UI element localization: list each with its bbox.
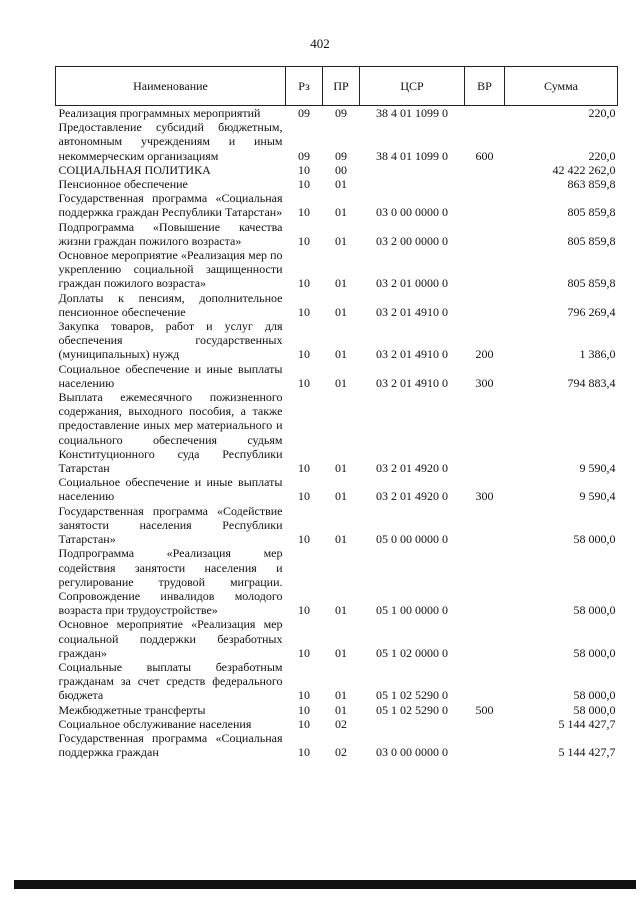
row-vr: 600 <box>475 148 494 163</box>
header-name: Наименование <box>56 67 286 106</box>
row-csr: 03 0 00 0000 0 <box>376 745 448 760</box>
row-csr: 03 2 01 4920 0 <box>376 489 448 504</box>
row-name: Основное мероприятие «Реализация мер по укреплению социальной защищенности граждан пожилого возраста» <box>58 248 283 291</box>
row-pr: 09 <box>335 106 347 120</box>
row-sum: 5 144 427,7 <box>558 745 616 760</box>
row-vr <box>465 106 505 121</box>
row-csr: 05 1 02 0000 0 <box>376 645 448 660</box>
row-sum: 9 590,4 <box>579 489 616 504</box>
row-csr: 03 2 00 0000 0 <box>376 233 448 248</box>
row-rz: 09 <box>298 106 310 120</box>
scan-edge-bar <box>14 880 636 889</box>
row-csr: 38 4 01 1099 0 <box>376 148 448 163</box>
row-pr: 01 <box>335 461 347 476</box>
row-rz: 10 <box>298 304 310 319</box>
row-sum: 58 000,0 <box>573 688 616 703</box>
row-vr <box>465 731 505 759</box>
row-name: СОЦИАЛЬНАЯ ПОЛИТИКА <box>58 162 211 177</box>
header-vr: ВР <box>465 67 505 106</box>
row-name: Социальное обслуживание населения <box>58 716 252 731</box>
table-header-row <box>56 67 618 106</box>
row-name: Подпрограмма «Реализация мер содействия занятости населения и регулирование трудовой миграции. Сопровождение инвалидов молодого возраста при трудоустройстве» <box>58 546 283 618</box>
row-pr: 01 <box>335 347 347 362</box>
row-rz: 10 <box>298 702 310 717</box>
table-row <box>56 220 618 248</box>
row-csr: 03 2 01 4910 0 <box>376 304 448 319</box>
row-csr: 05 1 00 0000 0 <box>376 603 448 618</box>
row-name: Социальное обеспечение и иные выплаты населению <box>58 475 283 504</box>
row-csr: 03 0 00 0000 0 <box>376 205 448 220</box>
row-csr <box>360 717 465 731</box>
row-rz: 10 <box>298 375 310 390</box>
table-row <box>56 319 618 362</box>
row-rz: 10 <box>298 276 310 291</box>
budget-table <box>55 66 618 759</box>
row-name: Государственная программа «Содействие занятости населения Республики Татарстан» <box>58 503 283 547</box>
row-rz: 10 <box>298 532 310 547</box>
table-row <box>56 106 618 121</box>
row-name: Подпрограмма «Повышение качества жизни граждан пожилого возраста» <box>58 219 283 248</box>
table-row <box>56 191 618 219</box>
row-csr <box>360 163 465 177</box>
row-csr: 38 4 01 1099 0 <box>376 106 448 120</box>
table-row <box>56 703 618 717</box>
table-row <box>56 617 618 660</box>
row-pr: 02 <box>335 745 347 760</box>
row-sum: 863 859,8 <box>567 177 616 192</box>
row-csr: 05 1 02 5290 0 <box>376 688 448 703</box>
row-rz: 10 <box>298 489 310 504</box>
table-row <box>56 248 618 291</box>
row-name: Межбюджетные трансферты <box>58 702 206 717</box>
page-number: 402 <box>310 36 330 51</box>
row-pr: 01 <box>335 177 347 192</box>
table-row <box>56 546 618 617</box>
row-rz: 10 <box>298 716 310 731</box>
header-rz: Рз <box>286 67 323 106</box>
row-sum: 58 000,0 <box>573 532 616 547</box>
table-row <box>56 390 618 475</box>
row-pr: 01 <box>335 489 347 504</box>
row-rz: 10 <box>298 603 310 618</box>
row-rz: 10 <box>298 745 310 760</box>
row-csr: 03 2 01 0000 0 <box>376 276 448 291</box>
row-vr: 500 <box>475 702 494 717</box>
table-row <box>56 504 618 547</box>
row-pr: 01 <box>335 702 347 717</box>
row-vr <box>465 546 505 617</box>
table-row <box>56 163 618 177</box>
row-name: Государственная программа «Социальная поддержка граждан <box>58 730 283 760</box>
table-row <box>56 475 618 503</box>
row-sum: 58 000,0 <box>573 645 616 660</box>
table-row <box>56 717 618 731</box>
row-pr: 01 <box>335 205 347 220</box>
row-pr: 02 <box>335 716 347 731</box>
header-pr: ПР <box>323 67 360 106</box>
row-sum: 805 859,8 <box>567 233 616 248</box>
row-sum: 805 859,8 <box>567 276 616 291</box>
row-csr: 05 1 02 5290 0 <box>376 702 448 717</box>
row-name: Социальное обеспечение и иные выплаты населению <box>58 361 283 390</box>
row-vr <box>465 504 505 547</box>
row-sum: 9 590,4 <box>579 461 616 476</box>
row-name: Пенсионное обеспечение <box>58 177 188 192</box>
row-rz: 10 <box>298 688 310 703</box>
row-name: Выплата ежемесячного пожизненного содержания, выходного пособия, а также предоставление иных мер материального и социального обеспечения судьям Конституционного суда Республики Татарстан <box>58 390 283 476</box>
row-name: Предоставление субсидий бюджетным, автономным учреждениям и иным некоммерческим организациям <box>58 120 283 163</box>
row-pr: 09 <box>335 148 347 163</box>
row-sum: 794 883,4 <box>567 375 616 390</box>
row-rz: 10 <box>298 177 310 192</box>
row-rz: 10 <box>298 233 310 248</box>
row-pr: 01 <box>335 603 347 618</box>
row-pr: 01 <box>335 276 347 291</box>
header-sum: Сумма <box>505 67 618 106</box>
header-csr: ЦСР <box>360 67 465 106</box>
table-row <box>56 291 618 319</box>
row-sum: 58 000,0 <box>573 702 616 717</box>
row-vr: 200 <box>475 347 494 362</box>
row-csr <box>360 177 465 191</box>
table-body <box>56 106 618 760</box>
row-vr: 300 <box>475 375 494 390</box>
row-rz: 10 <box>298 205 310 220</box>
table-row <box>56 660 618 703</box>
row-name: Социальные выплаты безработным гражданам за счет средств федерального бюджета <box>58 659 283 703</box>
row-sum: 220,0 <box>588 148 616 163</box>
table-row <box>56 362 618 390</box>
row-sum: 42 422 262,0 <box>552 162 616 177</box>
table-row <box>56 177 618 191</box>
row-sum: 805 859,8 <box>567 205 616 220</box>
row-vr <box>465 177 505 191</box>
row-sum: 5 144 427,7 <box>558 716 616 731</box>
row-pr: 01 <box>335 304 347 319</box>
row-vr <box>465 191 505 219</box>
row-rz: 09 <box>298 148 310 163</box>
row-pr: 00 <box>335 162 347 177</box>
row-rz: 10 <box>298 461 310 476</box>
row-pr: 01 <box>335 688 347 703</box>
row-pr: 01 <box>335 233 347 248</box>
row-sum: 220,0 <box>588 106 616 120</box>
row-sum: 58 000,0 <box>573 603 616 618</box>
row-vr <box>465 617 505 660</box>
row-vr <box>465 163 505 177</box>
row-vr <box>465 390 505 475</box>
row-vr <box>465 220 505 248</box>
row-rz: 10 <box>298 645 310 660</box>
row-vr <box>465 291 505 319</box>
row-pr: 01 <box>335 532 347 547</box>
row-sum: 796 269,4 <box>567 304 616 319</box>
row-vr <box>465 660 505 703</box>
row-name: Основное мероприятие «Реализация мер социальной поддержки безработных граждан» <box>58 617 283 660</box>
table-row <box>56 120 618 163</box>
row-name: Реализация программных мероприятий <box>58 106 261 120</box>
row-name: Доплаты к пенсиям, дополнительное пенсионное обеспечение <box>58 290 283 319</box>
row-csr: 03 2 01 4910 0 <box>376 347 448 362</box>
row-rz: 10 <box>298 347 310 362</box>
table-row <box>56 731 618 759</box>
row-vr: 300 <box>475 489 494 504</box>
row-sum: 1 386,0 <box>579 347 616 362</box>
row-pr: 01 <box>335 645 347 660</box>
row-name: Государственная программа «Социальная поддержка граждан Республики Татарстан» <box>58 191 283 220</box>
row-rz: 10 <box>298 162 310 177</box>
row-vr <box>465 248 505 291</box>
row-csr: 03 2 01 4910 0 <box>376 375 448 390</box>
row-vr <box>465 717 505 731</box>
row-csr: 05 0 00 0000 0 <box>376 532 448 547</box>
row-pr: 01 <box>335 375 347 390</box>
row-csr: 03 2 01 4920 0 <box>376 461 448 476</box>
row-name: Закупка товаров, работ и услуг для обеспечения государственных (муниципальных) нужд <box>58 319 283 362</box>
